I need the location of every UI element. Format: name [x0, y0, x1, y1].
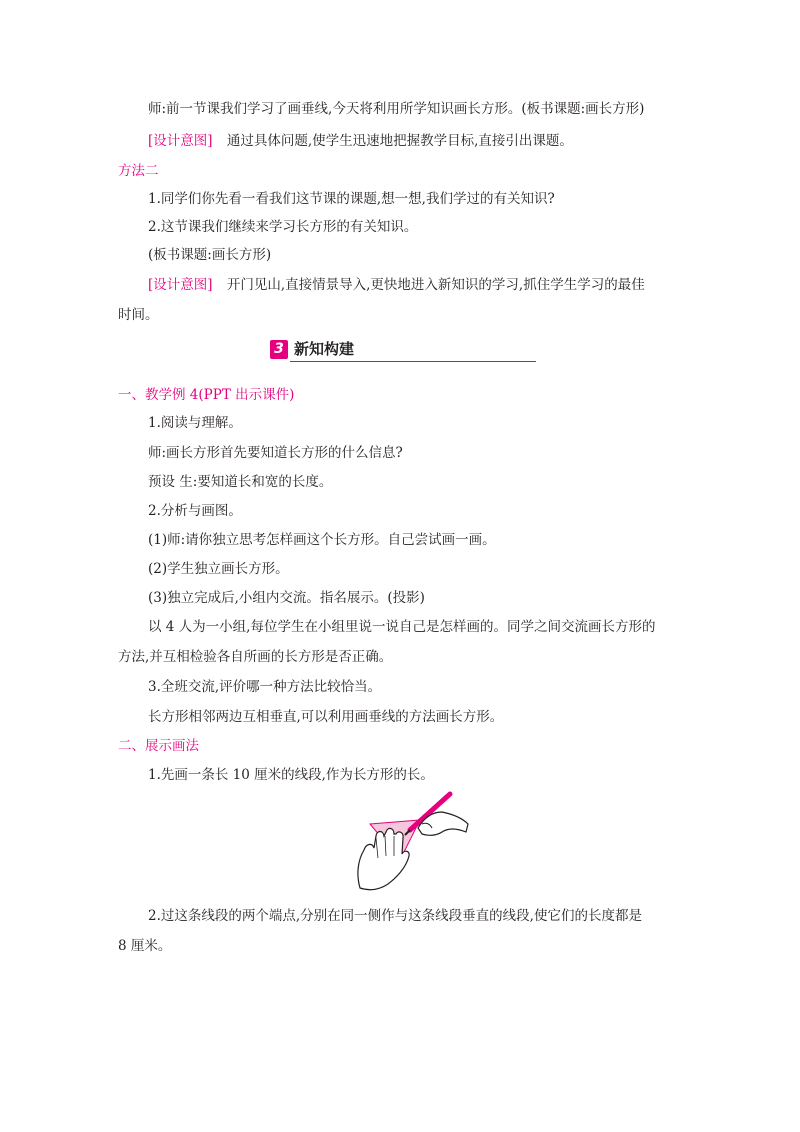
paragraph-line: 师:画长方形首先要知道长方形的什么信息?	[148, 445, 403, 461]
paragraph-line: 3.全班交流,评价哪一种方法比较恰当。	[148, 679, 382, 695]
section-header	[270, 340, 536, 364]
design-intent-tag: [设计意图]	[148, 133, 213, 149]
section-number-badge: 3	[270, 340, 288, 359]
paragraph-line: 时间。	[118, 307, 159, 323]
paragraph-line: 2.过这条线段的两个端点,分别在同一侧作与这条线段垂直的线段,使它们的长度都是	[148, 908, 642, 924]
part-heading: 二、展示画法	[118, 738, 199, 754]
paragraph-line: 2.分析与画图。	[148, 503, 242, 519]
section-underline	[290, 361, 536, 362]
method-heading: 方法二	[118, 163, 159, 179]
left-hand-icon	[358, 828, 409, 889]
design-intent-text: 开门见山,直接情景导入,更快地进入新知识的学习,抓住学生学习的最佳	[226, 277, 645, 293]
section-title: 新知构建	[294, 340, 355, 358]
design-intent-line	[148, 132, 573, 150]
paragraph-line: 预设 生:要知道长和宽的长度。	[148, 474, 333, 490]
design-intent-line	[148, 276, 645, 294]
paragraph-line: 长方形相邻两边互相垂直,可以利用画垂线的方法画长方形。	[148, 709, 504, 725]
paragraph-line: 2.这节课我们继续来学习长方形的有关知识。	[148, 219, 418, 235]
paragraph-line: 师:前一节课我们学习了画垂线,今天将利用所学知识画长方形。(板书课题:画长方形)	[148, 101, 645, 117]
paragraph-line: 1.阅读与理解。	[148, 415, 242, 431]
paragraph-line: (3)独立完成后,小组内交流。指名展示。(投影)	[148, 590, 425, 606]
paragraph-line: 8 厘米。	[118, 938, 172, 954]
paragraph-line: (1)师:请你独立思考怎样画这个长方形。自己尝试画一画。	[148, 532, 496, 548]
paragraph-line: 1.同学们你先看一看我们这节课的课题,想一想,我们学过的有关知识?	[148, 191, 555, 207]
paragraph-line: (2)学生独立画长方形。	[148, 561, 289, 577]
design-intent-tag: [设计意图]	[148, 277, 213, 293]
paragraph-line: (板书课题:画长方形)	[148, 247, 272, 263]
paragraph-line: 以 4 人为一小组,每位学生在小组里说一说自己是怎样画的。同学之间交流画长方形的	[148, 619, 656, 635]
part-heading: 一、教学例 4(PPT 出示课件)	[118, 387, 295, 403]
paragraph-line: 方法,并互相检验各自所画的长方形是否正确。	[118, 649, 393, 665]
design-intent-text: 通过具体问题,使学生迅速地把握教学目标,直接引出课题。	[226, 133, 573, 149]
drawing-rectangle-illustration	[352, 788, 472, 896]
paragraph-line: 1.先画一条长 10 厘米的线段,作为长方形的长。	[148, 767, 434, 783]
